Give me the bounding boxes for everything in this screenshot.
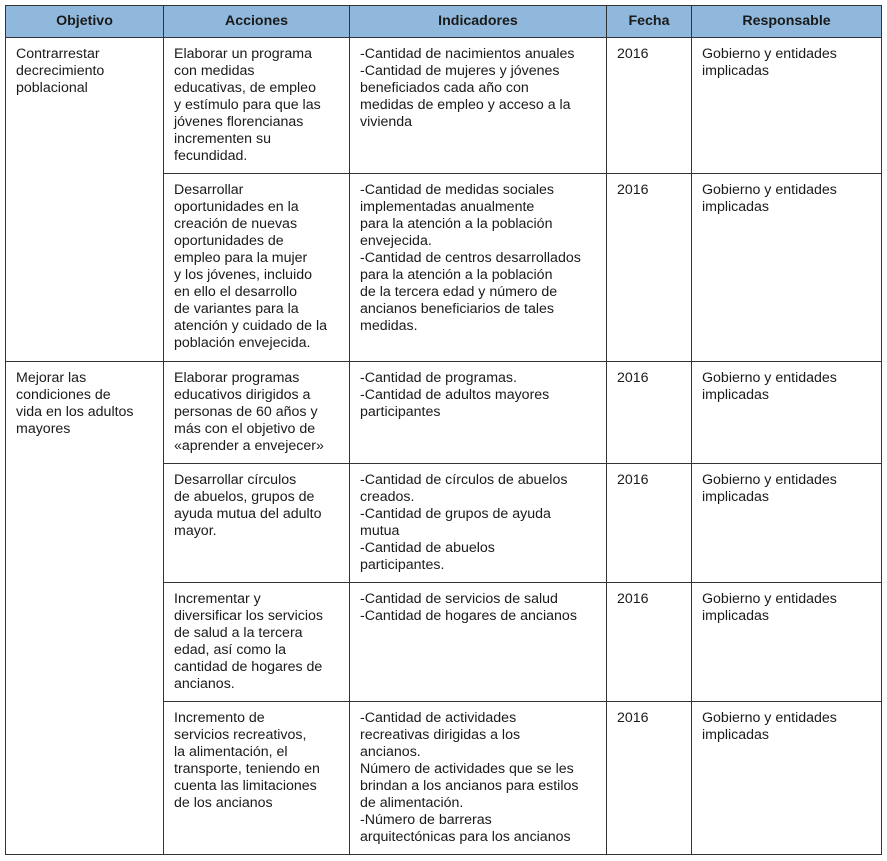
action-cell: Desarrollar oportunidades en la creación de nuevas oportunidades de empleo para la mujer y los jóvenes, incluido en ello el desarrollo de variantes para la atención y cuidado de la población envejecida. xyxy=(164,174,350,362)
header-objetivo: Objetivo xyxy=(6,6,164,38)
header-fecha: Fecha xyxy=(607,6,692,38)
indicator-cell: -Cantidad de medidas sociales implementadas anualmente para la atención a la población envejecida. -Cantidad de centros desarrollados para la atención a la población de la tercera edad y número de ancianos beneficiarios de tales medidas. xyxy=(350,174,607,362)
objective-cell: Contrarrestar decrecimiento poblacional xyxy=(6,38,164,362)
action-cell: Incremento de servicios recreativos, la alimentación, el transporte, teniendo en cuenta las limitaciones de los ancianos xyxy=(164,702,350,855)
date-cell: 2016 xyxy=(607,174,692,362)
responsible-cell: Gobierno y entidades implicadas xyxy=(692,174,882,362)
header-indicadores: Indicadores xyxy=(350,6,607,38)
indicator-cell: -Cantidad de servicios de salud -Cantidad de hogares de ancianos xyxy=(350,583,607,702)
responsible-cell: Gobierno y entidades implicadas xyxy=(692,362,882,464)
responsible-cell: Gobierno y entidades implicadas xyxy=(692,702,882,855)
indicator-cell: -Cantidad de programas. -Cantidad de adultos mayores participantes xyxy=(350,362,607,464)
table-row xyxy=(6,38,882,174)
responsible-cell: Gobierno y entidades implicadas xyxy=(692,464,882,583)
header-acciones: Acciones xyxy=(164,6,350,38)
responsible-cell: Gobierno y entidades implicadas xyxy=(692,583,882,702)
date-cell: 2016 xyxy=(607,583,692,702)
indicator-cell: -Cantidad de actividades recreativas dirigidas a los ancianos. Número de actividades que se les brindan a los ancianos para estilos de alimentación. -Número de barreras arquitectónicas para los ancianos xyxy=(350,702,607,855)
date-cell: 2016 xyxy=(607,702,692,855)
responsible-cell: Gobierno y entidades implicadas xyxy=(692,38,882,174)
table-header xyxy=(6,6,882,38)
indicator-cell: -Cantidad de nacimientos anuales -Cantidad de mujeres y jóvenes beneficiados cada año con medidas de empleo y acceso a la vivienda xyxy=(350,38,607,174)
table-body xyxy=(6,38,882,855)
action-cell: Incrementar y diversificar los servicios de salud a la tercera edad, así como la cantidad de hogares de ancianos. xyxy=(164,583,350,702)
date-cell: 2016 xyxy=(607,362,692,464)
table-row xyxy=(6,362,882,464)
action-cell: Elaborar programas educativos dirigidos a personas de 60 años y más con el objetivo de «aprender a envejecer» xyxy=(164,362,350,464)
date-cell: 2016 xyxy=(607,464,692,583)
indicator-cell: -Cantidad de círculos de abuelos creados. -Cantidad de grupos de ayuda mutua -Cantidad de abuelos participantes. xyxy=(350,464,607,583)
objective-cell: Mejorar las condiciones de vida en los adultos mayores xyxy=(6,362,164,855)
header-responsable: Responsable xyxy=(692,6,882,38)
action-cell: Elaborar un programa con medidas educativas, de empleo y estímulo para que las jóvenes florencianas incrementen su fecundidad. xyxy=(164,38,350,174)
header-row xyxy=(6,6,882,38)
date-cell: 2016 xyxy=(607,38,692,174)
action-plan-table xyxy=(5,5,882,855)
action-cell: Desarrollar círculos de abuelos, grupos de ayuda mutua del adulto mayor. xyxy=(164,464,350,583)
